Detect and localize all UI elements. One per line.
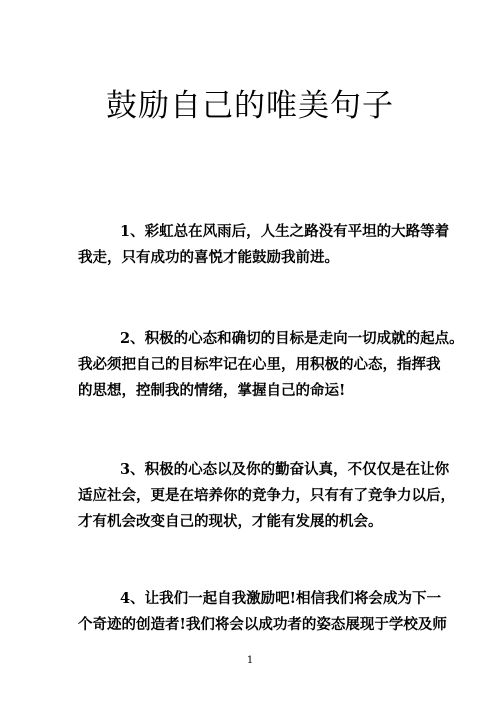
paragraph-2 — [78, 326, 464, 404]
paragraph-line: 适应社会，更是在培养你的竞争力，只有有了竞争力以后， — [78, 487, 455, 504]
paragraph-line: 的思想，控制我的情绪，掌握自己的命运! — [78, 382, 346, 399]
document-title: 鼓励自己的唯美句子 — [106, 88, 394, 124]
paragraph-line: 2、积极的心态和确切的目标是走向一切成就的起点。 — [120, 330, 464, 347]
paragraph-line: 个奇迹的创造者!我们将会以成功者的姿态展现于学校及师 — [78, 616, 447, 633]
paragraph-line: 我走，只有成功的喜悦才能鼓励我前进。 — [78, 249, 339, 266]
paragraph-line: 我必须把自己的目标牢记在心里，用积极的心态，指挥我 — [78, 356, 441, 373]
paragraph-1 — [78, 219, 450, 271]
paragraph-line: 3、积极的心态以及你的勤奋认真，不仅仅是在让你 — [120, 461, 450, 478]
paragraph-4 — [78, 586, 447, 638]
paragraph-line: 4、让我们一起自我激励吧!相信我们将会成为下一 — [120, 590, 441, 607]
paragraph-3 — [78, 457, 455, 535]
paragraph-line: 1、彩虹总在风雨后，人生之路没有平坦的大路等着 — [120, 223, 450, 240]
paragraph-line: 才有机会改变自己的现状，才能有发展的机会。 — [78, 513, 383, 530]
page-number: 1 — [246, 655, 254, 666]
